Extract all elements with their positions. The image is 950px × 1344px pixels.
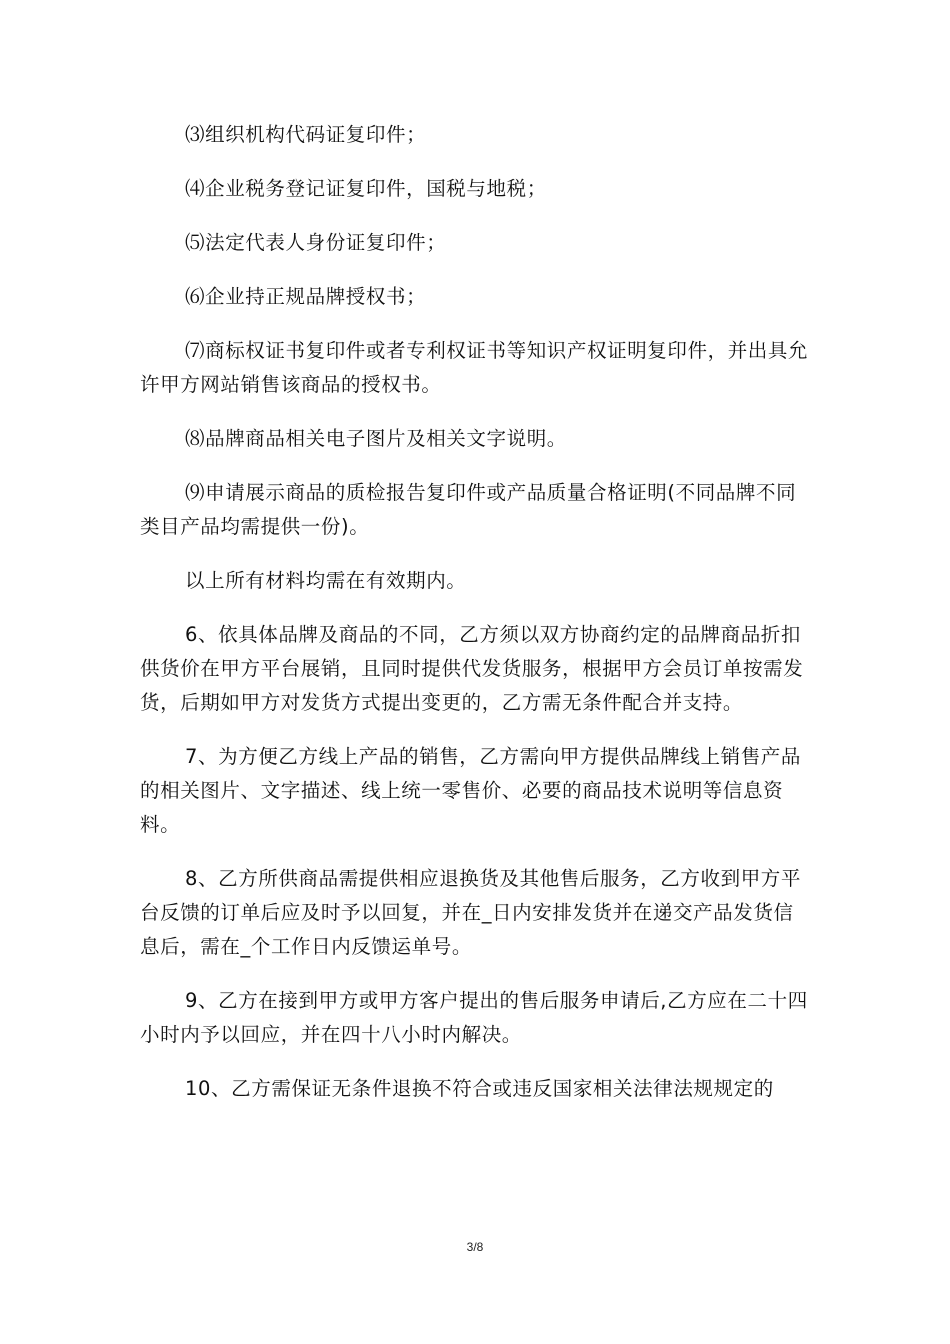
clause-10: 10、乙方需保证无条件退换不符合或违反国家相关法律法规规定的 — [185, 1077, 774, 1100]
list-item-5: ⑸法定代表人身份证复印件； — [185, 231, 447, 254]
list-item-8: ⑻品牌商品相关电子图片及相关文字说明。 — [185, 427, 567, 450]
list-item-7: ⑺商标权证书复印件或者专利权证书等知识产权证明复印件，并出具允许甲方网站销售该商品的授权书。 — [140, 339, 809, 396]
list-item-4: ⑷企业税务登记证复印件，国税与地税； — [185, 177, 547, 200]
list-item-6: ⑹企业持正规品牌授权书； — [185, 285, 427, 308]
clause-9: 9、乙方在接到甲方或甲方客户提出的售后服务申请后,乙方应在二十四小时内予以回应，并在四十八小时内解决。 — [140, 989, 808, 1046]
clause-8: 8、乙方所供商品需提供相应退换货及其他售后服务，乙方收到甲方平台反馈的订单后应及时予以回复，并在_日内安排发货并在递交产品发货信息后，需在_个工作日内反馈运单号。 — [140, 867, 802, 958]
list-item-3: ⑶组织机构代码证复印件； — [185, 123, 427, 146]
document-body — [140, 118, 812, 1126]
clause-6: 6、依具体品牌及商品的不同，乙方须以双方协商约定的品牌商品折扣供货价在甲方平台展销，且同时提供代发货服务，根据甲方会员订单按需发货，后期如甲方对发货方式提出变更的，乙方需无条件配合并支持。 — [140, 623, 804, 714]
page-number: 3/8 — [466, 1240, 484, 1254]
clause-7: 7、为方便乙方线上产品的销售，乙方需向甲方提供品牌线上销售产品的相关图片、文字描述、线上统一零售价、必要的商品技术说明等信息资料。 — [140, 745, 802, 836]
list-item-9: ⑼申请展示商品的质检报告复印件或产品质量合格证明(不同品牌不同类目产品均需提供一份)。 — [140, 481, 797, 538]
validity-note: 以上所有材料均需在有效期内。 — [185, 569, 467, 592]
